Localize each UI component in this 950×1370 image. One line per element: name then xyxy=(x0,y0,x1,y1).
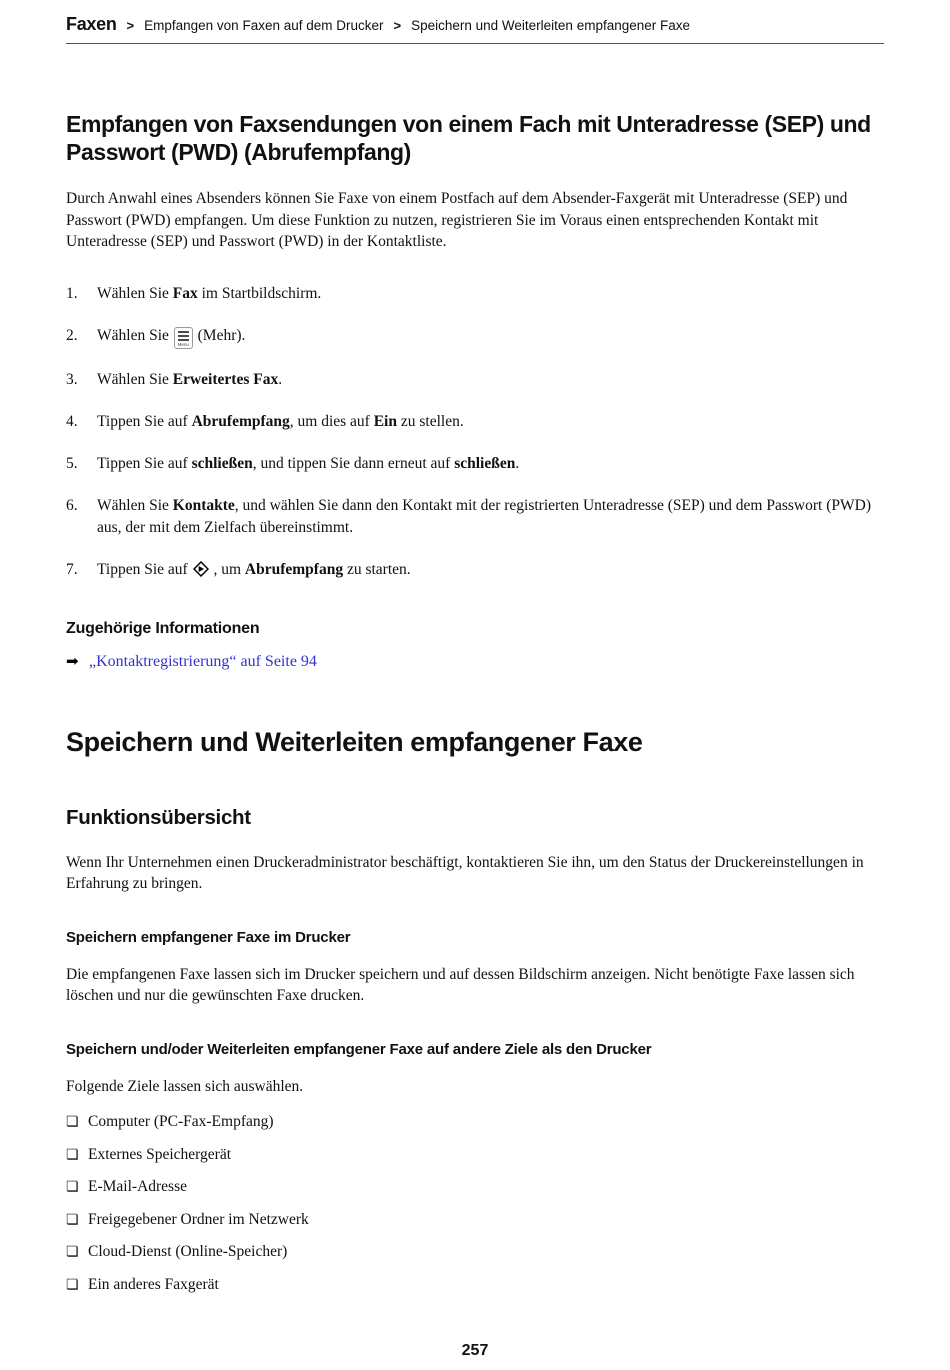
step-row xyxy=(66,453,884,475)
destination-label: Externes Speichergerät xyxy=(88,1145,232,1163)
destination-label: Freigegebener Ordner im Netzwerk xyxy=(88,1210,309,1228)
step-number: 1. xyxy=(66,284,78,302)
plain-text: Wählen Sie xyxy=(97,370,173,388)
step-number: 5. xyxy=(66,454,78,472)
plain-text: Wählen Sie xyxy=(97,496,173,514)
menu-button-icon xyxy=(174,327,193,349)
page-header xyxy=(66,14,884,44)
checkbox-bullet-icon: ❏ xyxy=(66,1147,79,1163)
chapter-title: Speichern und Weiterleiten empfangener Faxe xyxy=(66,726,643,757)
checkbox-bullet-icon: ❏ xyxy=(66,1212,79,1228)
step-text xyxy=(97,411,884,433)
step-number: 3. xyxy=(66,370,78,388)
emphasis-text: Erweitertes Fax xyxy=(172,370,279,388)
step-text xyxy=(97,453,884,475)
step-text xyxy=(97,559,884,584)
destination-label: E-Mail-Adresse xyxy=(88,1178,187,1195)
destination-label: Cloud-Dienst (Online-Speicher) xyxy=(88,1243,288,1260)
step-text xyxy=(97,283,884,305)
breadcrumb-separator: > xyxy=(126,18,135,33)
step-row xyxy=(66,369,884,391)
menu-icon-lines xyxy=(177,331,190,341)
step-number: 6. xyxy=(66,496,78,514)
plain-text: , und tippen Sie dann erneut auf xyxy=(252,454,455,472)
emphasis-text: Fax xyxy=(172,284,198,302)
related-link-row xyxy=(66,652,884,671)
plain-text: , und wählen Sie dann den Kontakt mit der registrierten Unteradresse (SEP) und dem Passwort (PWD) aus, der mit dem Zielfach übereinstimmt. xyxy=(97,496,871,536)
step-row xyxy=(66,495,884,539)
section-title: Empfangen von Faxsendungen von einem Fach mit Unteradresse (SEP) und Passwort (PWD) (Abrufempfang) xyxy=(66,111,871,165)
emphasis-text: Abrufempfang xyxy=(191,412,290,430)
plain-text: Wählen Sie xyxy=(97,284,173,302)
plain-text: Wählen Sie xyxy=(97,326,173,344)
page-body xyxy=(66,110,884,1296)
plain-text: (Mehr). xyxy=(197,326,246,344)
step-text xyxy=(97,495,884,539)
destination-row xyxy=(66,1274,884,1296)
step-number: 7. xyxy=(66,560,78,578)
step-row xyxy=(66,325,884,349)
step-row xyxy=(66,283,884,305)
menu-icon-label: Menu xyxy=(177,341,189,347)
step-text xyxy=(97,325,884,349)
emphasis-text: Ein xyxy=(373,412,397,430)
start-button-icon xyxy=(193,561,209,584)
destination-label: Ein anderes Faxgerät xyxy=(88,1275,219,1293)
destination-row xyxy=(66,1241,884,1263)
plain-text: Tippen Sie auf xyxy=(97,412,192,430)
breadcrumb-item-1: Empfangen von Faxen auf dem Drucker xyxy=(144,18,384,33)
plain-text: Tippen Sie auf xyxy=(97,560,192,578)
emphasis-text: schließen xyxy=(191,454,253,472)
plain-text: , um xyxy=(213,560,245,578)
plain-text: zu starten. xyxy=(343,560,411,578)
step-text xyxy=(97,369,884,391)
step-number: 2. xyxy=(66,326,78,344)
step-row xyxy=(66,559,884,584)
related-info-heading: Zugehörige Informationen xyxy=(66,619,260,637)
plain-text: . xyxy=(515,454,520,472)
emphasis-text: Abrufempfang xyxy=(244,560,344,578)
overview-heading: Funktionsübersicht xyxy=(66,805,251,829)
step-number: 4. xyxy=(66,412,78,430)
destination-row xyxy=(66,1209,884,1231)
breadcrumb-root: Faxen xyxy=(66,14,117,34)
emphasis-text: schließen xyxy=(454,454,516,472)
checkbox-bullet-icon: ❏ xyxy=(66,1245,79,1260)
plain-text: Tippen Sie auf xyxy=(97,454,192,472)
subsection-text-1: Die empfangenen Faxe lassen sich im Drucker speichern und auf dessen Bildschirm anzeigen. Nicht benötigte Faxe lassen sich löschen und nur die gewünschten Faxe drucken. xyxy=(66,965,855,1004)
plain-text: im Startbildschirm. xyxy=(197,284,322,302)
checkbox-bullet-icon: ❏ xyxy=(66,1277,79,1293)
link-arrow-icon: ➡ xyxy=(66,653,79,670)
plain-text: zu stellen. xyxy=(396,412,464,430)
section-intro: Durch Anwahl eines Absenders können Sie Faxe von einem Postfach auf dem Absender-Faxgerät mit Unteradresse (SEP) und Passwort (PWD) empfangen. Um diese Funktion zu nutzen, registrieren Sie im Voraus einen entsprechenden Kontakt mit Unteradresse (SEP) und Passwort (PWD) in der Kontaktliste. xyxy=(66,190,848,250)
breadcrumb xyxy=(66,14,884,43)
destination-list xyxy=(66,1111,884,1296)
steps-list xyxy=(66,283,884,584)
step-row xyxy=(66,411,884,433)
destination-row xyxy=(66,1176,884,1198)
destination-label: Computer (PC-Fax-Empfang) xyxy=(88,1113,274,1130)
plain-text: , um dies auf xyxy=(289,412,374,430)
checkbox-bullet-icon: ❏ xyxy=(66,1115,79,1130)
page-number: 257 xyxy=(461,1342,489,1359)
checkbox-bullet-icon: ❏ xyxy=(66,1180,79,1195)
subsection-text-2: Folgende Ziele lassen sich auswählen. xyxy=(66,1077,304,1095)
plain-text: . xyxy=(278,370,283,388)
emphasis-text: Kontakte xyxy=(172,496,235,514)
header-divider xyxy=(66,43,884,44)
related-link[interactable]: „Kontaktregistrierung“ auf Seite 94 xyxy=(89,652,317,670)
breadcrumb-item-2: Speichern und Weiterleiten empfangener Faxe xyxy=(411,18,691,33)
breadcrumb-separator: > xyxy=(393,18,402,33)
destination-row xyxy=(66,1111,884,1133)
subsection-heading-1: Speichern empfangener Faxe im Drucker xyxy=(66,928,351,946)
destination-row xyxy=(66,1144,884,1166)
subsection-heading-2: Speichern und/oder Weiterleiten empfangener Faxe auf andere Ziele als den Drucker xyxy=(66,1040,652,1058)
overview-text: Wenn Ihr Unternehmen einen Druckeradministrator beschäftigt, kontaktieren Sie ihn, um den Status der Druckereinstellungen in Erfahrung zu bringen. xyxy=(66,853,864,892)
